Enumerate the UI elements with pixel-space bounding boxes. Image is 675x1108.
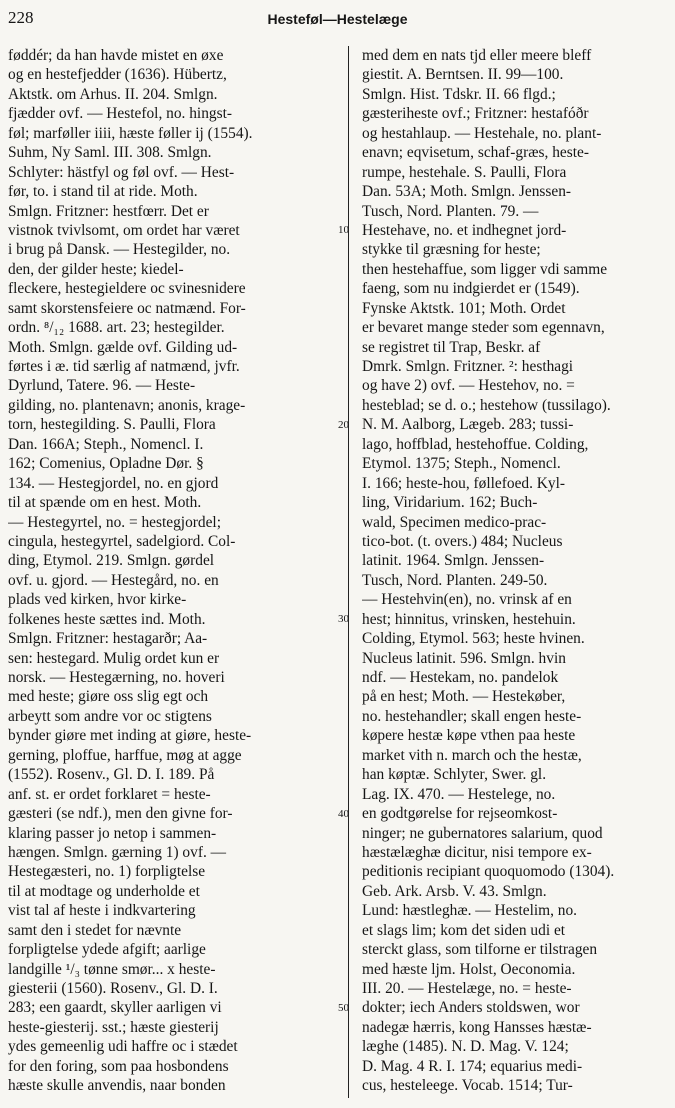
text-line: landgille ¹/₃ tønne smør... x heste- <box>8 960 216 978</box>
text-line: samt den i stedet for nævnte <box>8 921 182 939</box>
text-line: market vith n. march och the hestæ, <box>362 746 582 764</box>
text-line: hest; hinnitus, vrinsken, hestehuin. <box>362 610 576 628</box>
text-line: Colding, Etymol. 563; heste hvinen. <box>362 630 585 648</box>
text-line: føl; marføller iiii, hæste føller ij (1554). <box>8 124 253 142</box>
text-line: giesterii (1560). Rosenv., Gl. D. I. <box>8 980 218 997</box>
text-line: Fynske Aktstk. 101; Moth. Ordet <box>362 299 566 317</box>
text-line: til at modtage og underholde et <box>8 882 200 900</box>
text-line: 162; Comenius, Opladne Dør. § <box>8 455 204 473</box>
text-line: gæsteriheste ovf.; Fritzner: hestafóðr <box>362 105 589 123</box>
text-line: et slags lim; kom det siden udi et <box>362 921 566 939</box>
text-line: enavn; eqvisetum, schaf-græs, heste- <box>362 144 589 162</box>
text-line: dokter; iech Anders stoldswen, wor <box>362 999 580 1017</box>
text-line: I. 166; heste-hou, føllefoed. Kyl- <box>362 474 566 492</box>
text-line: no. hestehandler; skall engen heste- <box>362 707 582 725</box>
text-line: for den foring, som paa hosbondens <box>8 1057 229 1075</box>
margin-line-number: 40 <box>338 807 349 820</box>
text-line: rumpe, hestehale. S. Paulli, Flora <box>362 163 567 181</box>
text-line: plads ved kirken, hvor kirke- <box>8 591 187 609</box>
text-line: til at spænde om en hest. Moth. <box>8 494 202 512</box>
page-header <box>0 6 675 32</box>
margin-line-number: 50 <box>338 1002 349 1015</box>
running-head: Hesteføl—Hestelæge <box>267 11 408 27</box>
text-line: — Hestehvin(en), no. vrinsk af en <box>362 591 572 609</box>
margin-line-number: 30 <box>338 613 349 626</box>
left-column <box>8 46 335 1096</box>
text-line: giestit. A. Berntsen. II. 99—100. <box>362 66 564 84</box>
text-line: samt skorstensfeiere oc natmænd. For- <box>8 299 246 317</box>
text-line: hæstælæghæ dicitur, nisi tempore ex- <box>362 843 592 861</box>
text-line: Geb. Ark. Arsb. V. 43. Smlgn. <box>362 882 547 900</box>
text-line: cus, hesteleege. Vocab. 1514; Tur- <box>362 1077 573 1095</box>
text-line: Smlgn. Fritzner: hestagarðr; Aa- <box>8 630 208 648</box>
text-line: gerning, ploffue, harffue, møg at agge <box>8 746 242 764</box>
margin-line-number: 20 <box>338 418 349 431</box>
text-line: — Hestegyrtel, no. = hestegjordel; <box>8 513 221 531</box>
text-line: anf. st. er ordet forklaret = heste- <box>8 785 211 803</box>
text-line: nadegæ hærris, kong Hansses hæstæ- <box>362 1018 592 1036</box>
text-line: føddér; da han havde mistet en øxe <box>8 47 224 64</box>
text-line: en godtgørelse for rejseomkost- <box>362 805 558 823</box>
text-line: (1552). Rosenv., Gl. D. I. 189. På <box>8 766 215 784</box>
text-line: torn, hestegilding. S. Paulli, Flora <box>8 416 216 434</box>
text-line: 283; een gaardt, skyller aarligen vi <box>8 999 222 1017</box>
text-line: vist tal af heste i indkvartering <box>8 902 196 920</box>
text-line: bynder giøre met inding at giøre, heste- <box>8 727 252 745</box>
text-line: ndf. — Hestekam, no. pandelok <box>362 669 559 686</box>
text-line: se registret til Trap, Beskr. af <box>362 338 541 356</box>
text-line: cingula, hestegyrtel, sadelgiord. Col- <box>8 532 236 550</box>
text-line: ling, Viridarium. 162; Buch- <box>362 494 538 512</box>
text-line: med dem en nats tjd eller meere bleff <box>362 47 592 64</box>
text-line: Moth. Smlgn. gælde ovf. Gilding ud- <box>8 338 238 356</box>
text-line: heste-giesterij. sst.; hæste giesterij <box>8 1018 219 1036</box>
text-line: Schlyter: hästfyl og føl ovf. — Hest- <box>8 163 235 181</box>
text-line: Aktstk. om Arhus. II. 204. Smlgn. <box>8 85 218 103</box>
text-line: Tusch, Nord. Planten. 249-50. <box>362 571 548 589</box>
text-line: wald, Specimen medico-prac- <box>362 513 547 531</box>
text-line: førtes i æ. tid særlig af natmænd, jvfr. <box>8 358 240 375</box>
text-line: gilding, no. plantenavn; anonis, krage- <box>8 396 246 414</box>
text-line: ding, Etymol. 219. Smlgn. gørdel <box>8 552 215 570</box>
text-line: og en hestefjedder (1636). Hübertz, <box>8 66 227 84</box>
text-line: og have 2) ovf. — Hestehov, no. = <box>362 377 575 395</box>
text-line: norsk. — Hestegærning, no. hoveri <box>8 669 225 686</box>
text-line: 134. — Hestegjordel, no. en gjord <box>8 474 219 492</box>
text-line: hesteblad; se d. o.; hestehow (tussilago). <box>362 396 611 414</box>
text-line: gæsteri (se ndf.), men den givne for- <box>8 805 233 823</box>
text-line: før, to. i stand til at ride. Moth. <box>8 183 198 201</box>
text-line: med heste; giøre oss slig egt och <box>8 688 209 706</box>
text-line: og hestahlaup. — Hestehale, no. plant- <box>362 124 602 142</box>
text-line: Tusch, Nord. Planten. 79. — <box>362 202 539 220</box>
text-line: latinit. 1964. Smlgn. Jenssen- <box>362 552 545 570</box>
text-line: folkenes heste sættes ind. Moth. <box>8 610 206 628</box>
page-number: 228 <box>8 8 34 27</box>
text-line: han køptæ. Schlyter, Swer. gl. <box>362 766 547 784</box>
margin-line-number: 10 <box>338 224 349 237</box>
text-line: III. 20. — Hestelæge, no. = heste- <box>362 980 572 997</box>
text-line: læghe (1485). N. D. Mag. V. 124; <box>362 1038 569 1056</box>
text-line: arbeytt som andre vor oc stigtens <box>8 707 212 725</box>
text-line: Smlgn. Hist. Tdskr. II. 66 flgd.; <box>362 85 556 103</box>
text-line: klaring passer jo netop i sammen- <box>8 824 217 842</box>
text-line: Dan. 53A; Moth. Smlgn. Jenssen- <box>362 183 572 201</box>
right-column <box>362 46 672 1096</box>
text-line: den, der gilder heste; kiedel- <box>8 260 184 278</box>
text-line: fleckere, hestegieldere oc svinesnidere <box>8 280 246 298</box>
text-line: køpere hestæ køpe vthen paa heste <box>362 727 576 745</box>
text-line: Lund: hæstleghæ. — Hestelim, no. <box>362 902 578 920</box>
text-line: hængen. Smlgn. gærning 1) ovf. — <box>8 843 227 861</box>
text-line: Dyrlund, Tatere. 96. — Heste- <box>8 377 196 395</box>
text-line: Lag. IX. 470. — Hestelege, no. <box>362 785 556 803</box>
text-line: vistnok tvivlsomt, om ordet har været <box>8 221 240 239</box>
text-line: Smlgn. Fritzner: hestfœrr. Det er <box>8 202 209 220</box>
text-line: hæste skulle anvendis, naar bonden <box>8 1077 226 1095</box>
text-line: Etymol. 1375; Steph., Nomencl. <box>362 455 561 473</box>
text-line: på en hest; Moth. — Hestekøber, <box>362 688 566 706</box>
text-line: lago, hoffblad, hestehoffue. Colding, <box>362 435 589 453</box>
text-line: Dan. 166A; Steph., Nomencl. I. <box>8 435 204 453</box>
text-line: Hestehave, no. et indhegnet jord- <box>362 221 567 239</box>
text-line: Dmrk. Smlgn. Fritzner. ²: hesthagi <box>362 358 574 375</box>
text-line: D. Mag. 4 R. I. 174; equarius medi- <box>362 1057 583 1075</box>
text-line: forpligtelse ydede afgift; aarlige <box>8 941 206 959</box>
text-line: stykke til græsning for heste; <box>362 241 541 259</box>
text-line: Nucleus latinit. 596. Smlgn. hvin <box>362 649 566 667</box>
text-line: N. M. Aalborg, Lægeb. 283; tussi- <box>362 416 574 434</box>
text-line: med hæste ljm. Holst, Oeconomia. <box>362 960 576 978</box>
text-line: sterckt glass, som tilforne er tilstragen <box>362 941 598 959</box>
text-line: ninger; ne gubernatores salarium, quod <box>362 824 603 842</box>
text-line: ovf. u. gjord. — Hestegård, no. en <box>8 571 219 589</box>
text-line: er bevaret mange steder som egennavn, <box>362 319 605 337</box>
text-line: Hestegæsteri, no. 1) forpligtelse <box>8 863 206 881</box>
text-line: ydes gemeenlig udi haffre oc i stædet <box>8 1038 238 1056</box>
text-line: faeng, som nu indgierdet er (1549). <box>362 280 580 298</box>
text-line: Suhm, Ny Saml. III. 308. Smlgn. <box>8 144 212 162</box>
text-line: ordn. ⁸/₁₂ 1688. art. 23; hestegilder. <box>8 319 225 337</box>
text-line: i brug på Dansk. — Hestegilder, no. <box>8 241 231 259</box>
text-line: tico-bot. (t. overs.) 484; Nucleus <box>362 532 563 550</box>
column-divider <box>348 46 349 1098</box>
text-line: peditionis recipiant quoquomodo (1304). <box>362 863 615 881</box>
text-line: then hestehaffue, som ligger vdi samme <box>362 260 608 278</box>
text-line: fjædder ovf. — Hestefol, no. hingst- <box>8 105 232 123</box>
text-line: sen: hestegard. Mulig ordet kun er <box>8 649 220 667</box>
